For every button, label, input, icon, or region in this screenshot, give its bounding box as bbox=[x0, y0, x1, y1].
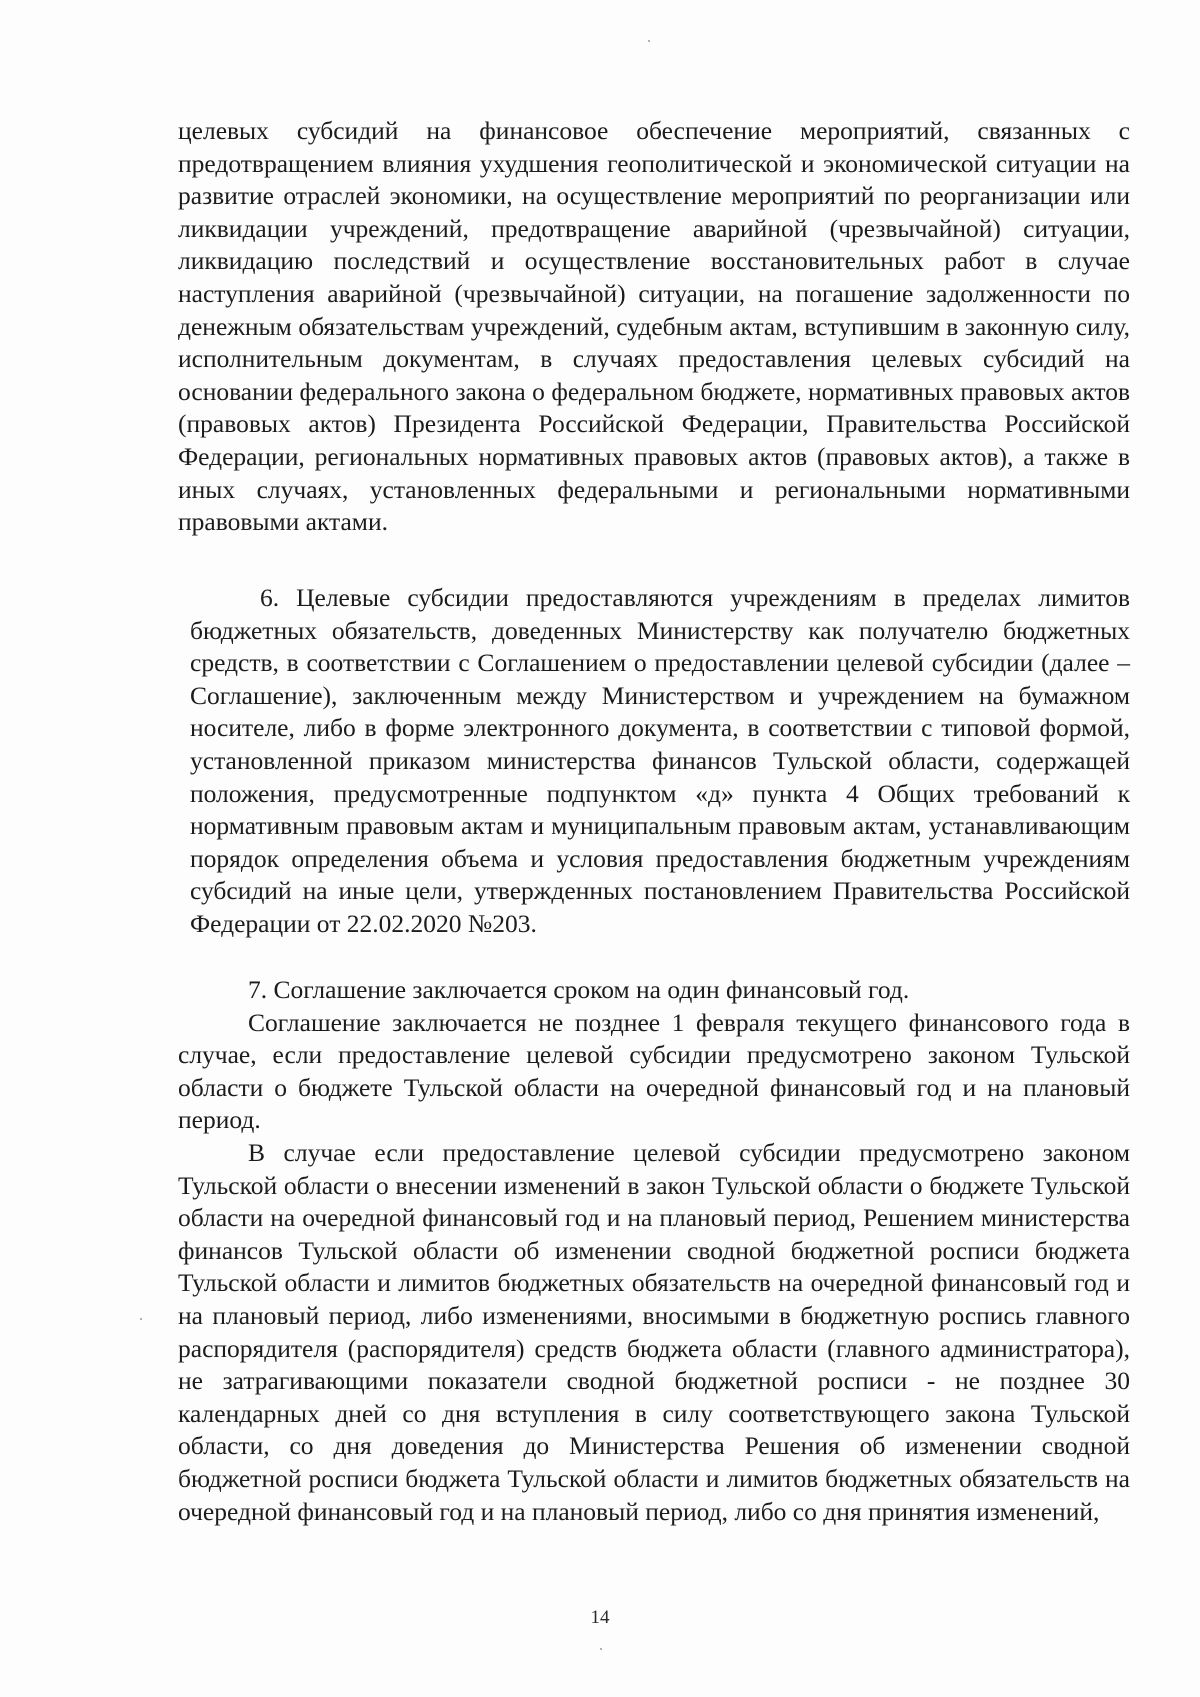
scan-speck bbox=[648, 40, 650, 42]
body-text-continued bbox=[178, 115, 1130, 539]
paragraph-continuation: целевых субсидий на финансовое обеспечение мероприятий, связанных с предотвращением влияния ухудшения геополитической и экономической ситуации на развитие отраслей экономики, на осуществление мероприятий по реорганизации или ликвидации учреждений, предотвращение аварийной (чрезвычайной) ситуации, ликвидацию последствий и осуществление восстановительных работ в случае наступления аварийной (чрезвычайной) ситуации, на погашение задолженности по денежным обязательствам учреждений, судебным актам, вступившим в законную силу, исполнительным документам, в случаях предоставления целевых субсидий на основании федерального закона о федеральном бюджете, нормативных правовых актов (правовых актов) Президента Российской Федерации, Правительства Российской Федерации, региональных нормативных правовых актов (правовых актов), а также в иных случаях, установленных федеральными и региональными нормативными правовыми актами. bbox=[178, 116, 1130, 537]
paragraph-amendment-case: В случае если предоставление целевой субсидии предусмотрено законом Тульской области о внесении изменений в закон Тульской области о бюджете Тульской области на очередной финансовый год и на плановый период, Решением министерства финансов Тульской области об изменении сводной бюджетной росписи бюджета Тульской области и лимитов бюджетных обязательств на очередной финансовый год и на плановый период, либо изменениями, вносимыми в бюджетную роспись главного распорядителя (распорядителя) средств бюджета области (главного администратора), не затрагивающими показатели сводной бюджетной росписи - не позднее 30 календарных дней со дня вступления в силу соответствующего закона Тульской области, со дня доведения до Министерства Решения об изменении сводной бюджетной росписи бюджета Тульской области и лимитов бюджетных обязательств на очередной финансовый год и на плановый период, либо со дня принятия изменений, bbox=[178, 1137, 1130, 1526]
scan-speck bbox=[600, 1648, 602, 1650]
body-text-section-2 bbox=[178, 974, 1130, 1528]
body-text-section bbox=[190, 582, 1130, 941]
page-number: 14 bbox=[590, 1607, 610, 1628]
paragraph-item-7: 7. Соглашение заключается сроком на один финансовый год. bbox=[248, 975, 910, 1004]
scan-speck bbox=[140, 1318, 142, 1320]
paragraph-item-6: 6. Целевые субсидии предоставляются учреждениям в пределах лимитов бюджетных обязательств, доведенных Министерству как получателю бюджетных средств, в соответствии с Соглашением о предоставлении целевой субсидии (далее – Соглашение), заключенным между Министерством и учреждением на бумажном носителе, либо в форме электронного документа, в соответствии с типовой формой, установленной приказом министерства финансов Тульской области, содержащей положения, предусмотренные подпунктом «д» пункта 4 Общих требований к нормативным правовым актам и муниципальным правовым актам, устанавливающим порядок определения объема и условия предоставления бюджетным учреждениям субсидий на иные цели, утвержденных постановлением Правительства Российской Федерации от 22.02.2020 №203. bbox=[190, 583, 1130, 938]
paragraph-deadline: Соглашение заключается не позднее 1 февраля текущего финансового года в случае, если предоставление целевой субсидии предусмотрено законом Тульской области о бюджете Тульской области на очередной финансовый год и на плановый период. bbox=[178, 1007, 1130, 1135]
